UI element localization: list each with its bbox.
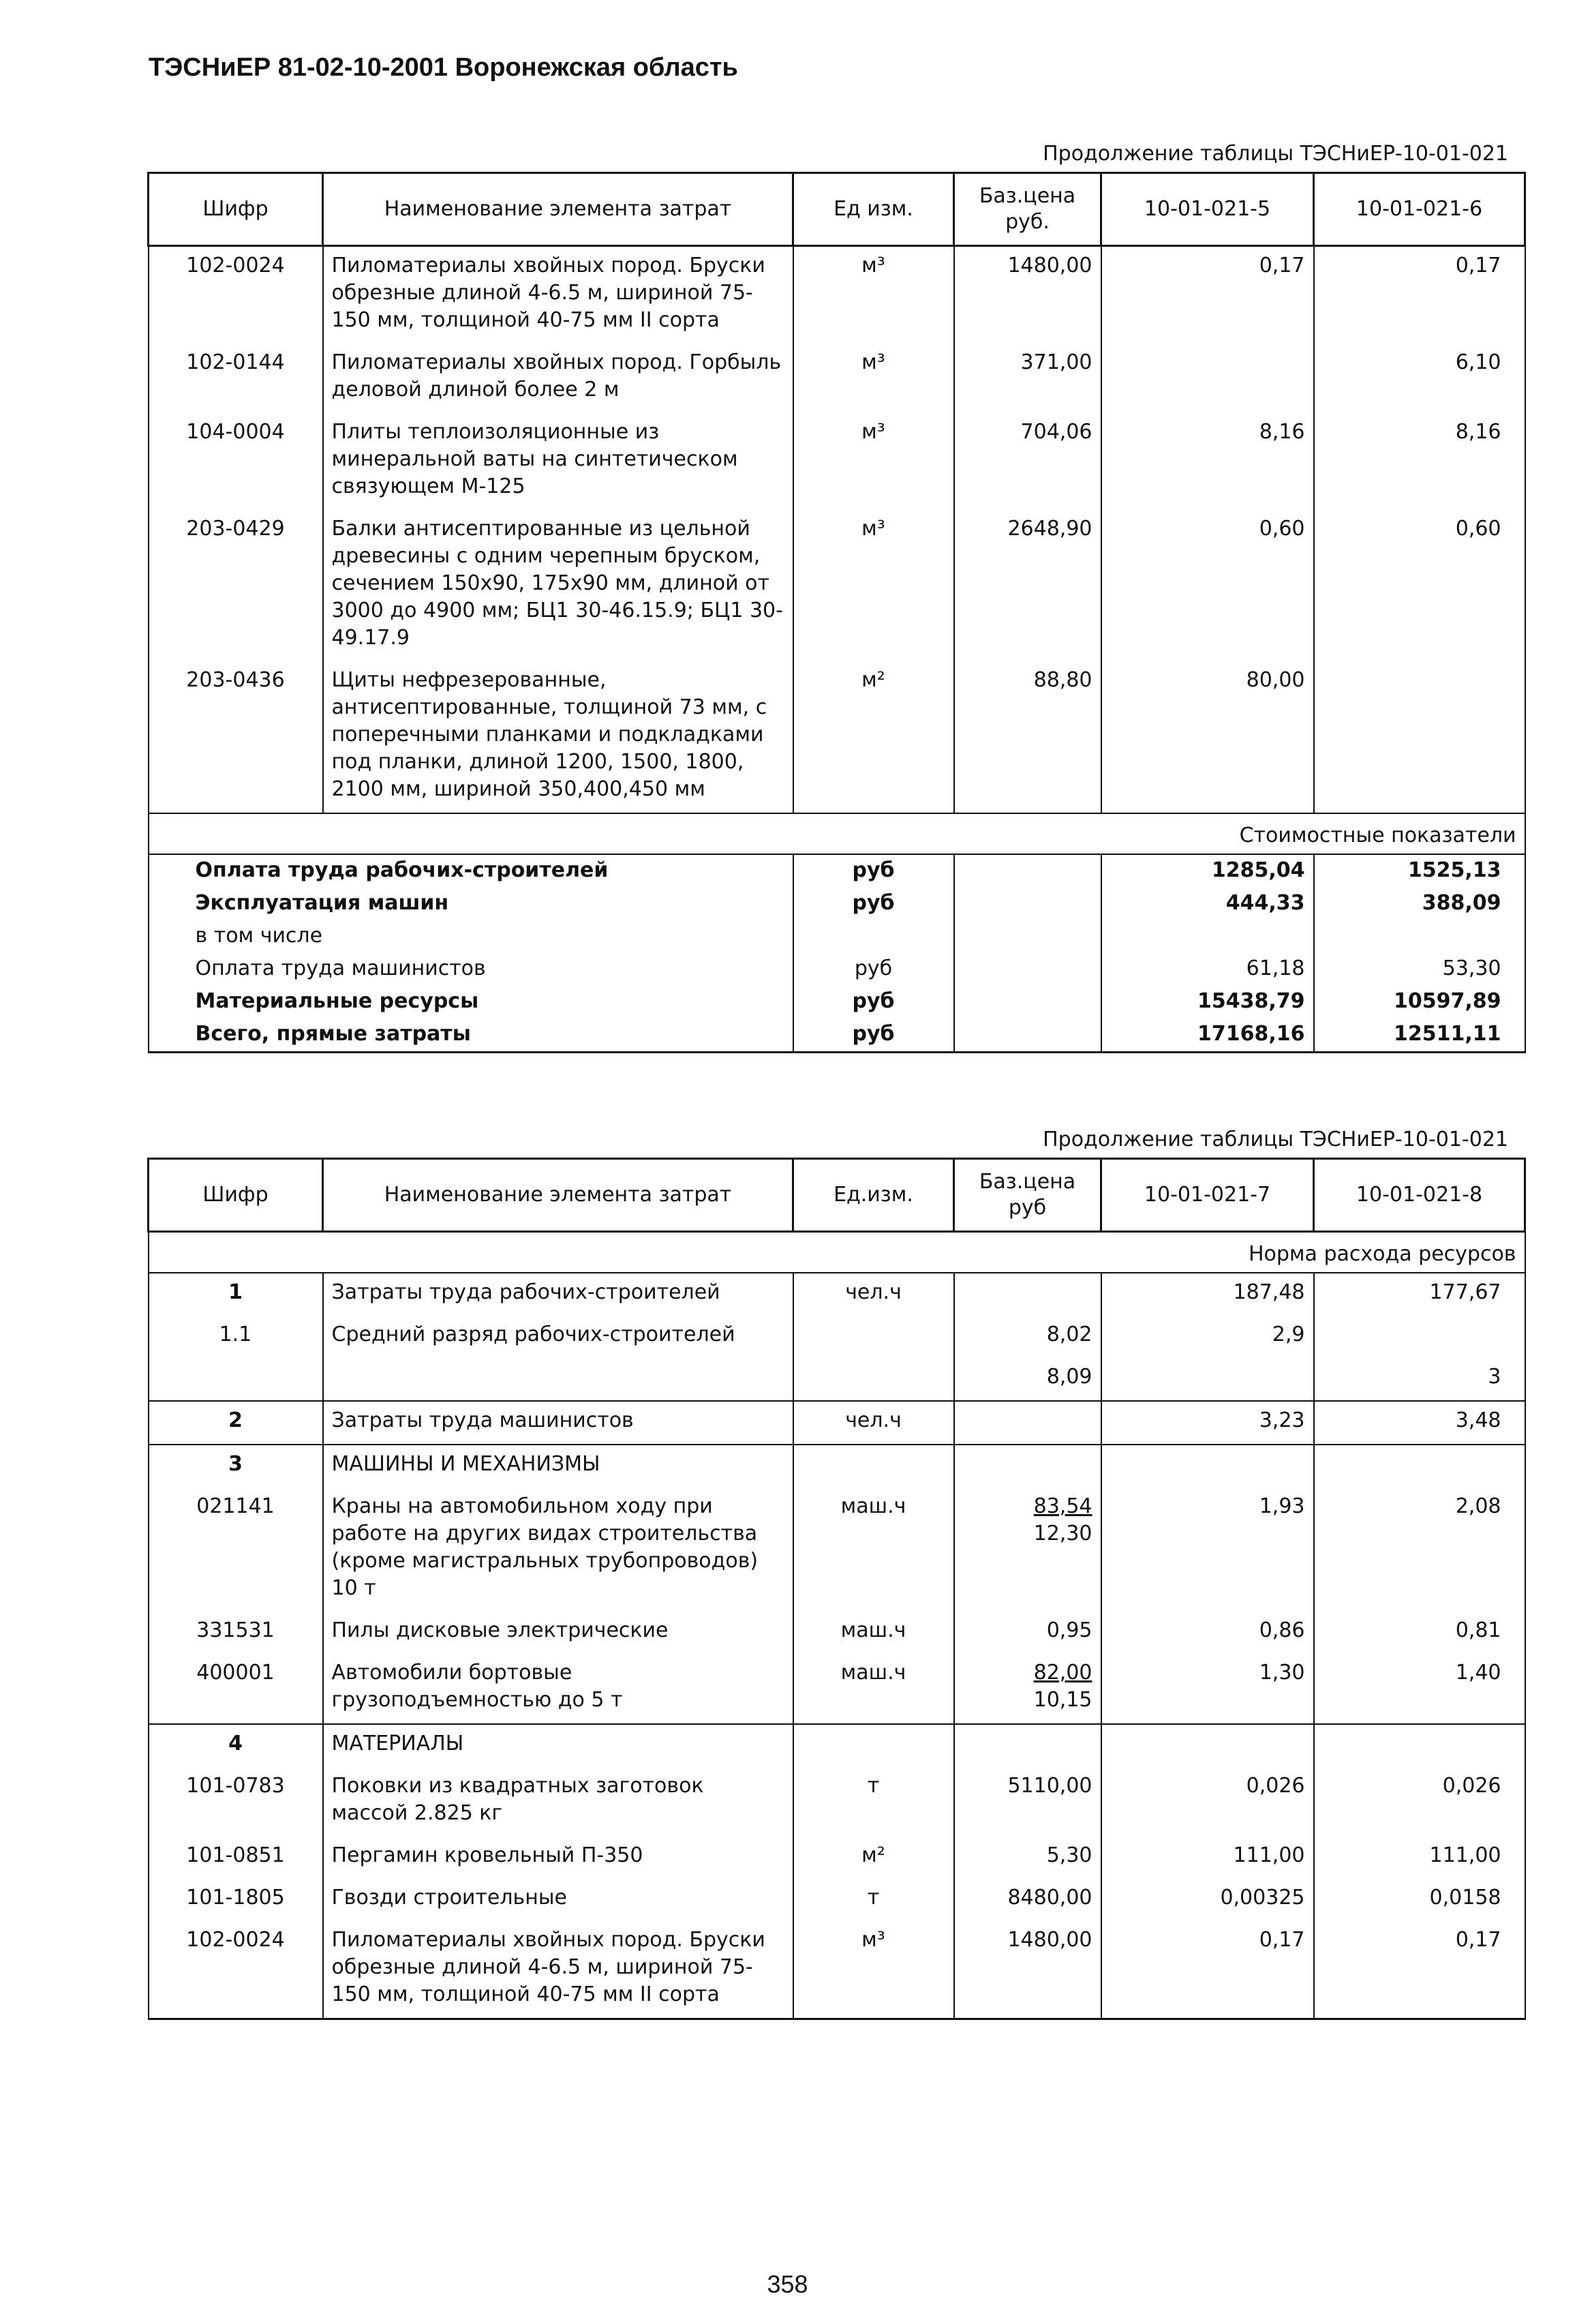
- table-row: [149, 661, 1525, 813]
- summary-price: [954, 888, 1101, 920]
- row-name: Пиломатериалы хвойных пород. Бруски обрезные длиной 4-6.5 м, шириной 75-150 мм, толщиной 40-75 мм II сорта: [323, 1921, 793, 2019]
- row-unit: маш.ч: [793, 1488, 954, 1612]
- row-price: [954, 1724, 1101, 1767]
- row-value-5: [1101, 344, 1314, 413]
- row-name: Пилы дисковые электрические: [323, 1612, 793, 1654]
- table-row: [149, 246, 1525, 344]
- row-name: Автомобили бортовые грузоподъемностью до 5 т: [323, 1654, 793, 1724]
- row-value-8: [1314, 1724, 1525, 1767]
- row-value-8: 0,17: [1314, 1921, 1525, 2019]
- row-code: 1: [149, 1273, 323, 1316]
- table-row: [149, 510, 1525, 661]
- row-value-5: 0,17: [1101, 246, 1314, 344]
- row-value-5: 80,00: [1101, 661, 1314, 813]
- summary-value-5: [1101, 920, 1314, 953]
- summary-unit: руб: [793, 1018, 954, 1053]
- row-unit: м³: [793, 510, 954, 661]
- section-band: [149, 1232, 1525, 1273]
- table-row: [149, 413, 1525, 510]
- row-name: Гвозди строительные: [323, 1879, 793, 1921]
- row-price: 88,80: [954, 661, 1101, 813]
- row-value-5: 0,60: [1101, 510, 1314, 661]
- table-row: [149, 1767, 1525, 1837]
- summary-row: [149, 1018, 1525, 1053]
- summary-price: [954, 1018, 1101, 1053]
- summary-label: Эксплуатация машин: [149, 888, 793, 920]
- price-primary: 83,54: [1033, 1494, 1092, 1518]
- summary-price: [954, 854, 1101, 888]
- table1-caption: Продолжение таблицы ТЭСНиЕР-10-01-021: [1043, 142, 1508, 166]
- page-number: 358: [767, 2270, 808, 2298]
- row-code: 203-0436: [149, 661, 323, 813]
- row-value-7: 0,026: [1101, 1767, 1314, 1837]
- row-name: Пиломатериалы хвойных пород. Бруски обрезные длиной 4-6.5 м, шириной 75-150 мм, толщиной 40-75 мм II сорта: [323, 246, 793, 344]
- row-price: 1480,00: [954, 1921, 1101, 2019]
- table-row: [149, 1837, 1525, 1879]
- price-secondary: 10,15: [1033, 1688, 1092, 1712]
- row-price: 371,00: [954, 344, 1101, 413]
- row-unit: м²: [793, 1837, 954, 1879]
- table-row: [149, 1401, 1525, 1445]
- row-value-6: 8,16: [1314, 413, 1525, 510]
- row-price: 1480,00: [954, 246, 1101, 344]
- summary-row: [149, 854, 1525, 888]
- row-value-7: [1101, 1445, 1314, 1488]
- row-code: 3: [149, 1445, 323, 1488]
- table-row: [149, 344, 1525, 413]
- col-header-price: Баз.цена руб.: [954, 173, 1101, 246]
- row-code: 203-0429: [149, 510, 323, 661]
- col-header-name: Наименование элемента затрат: [323, 173, 793, 246]
- row-unit: маш.ч: [793, 1654, 954, 1724]
- row-value-7: 3,23: [1101, 1401, 1314, 1445]
- row-value-7: 187,48: [1101, 1273, 1314, 1316]
- row-value-7: 0,86: [1101, 1612, 1314, 1654]
- row-value-8: 0,81: [1314, 1612, 1525, 1654]
- row-value-8: 2,08: [1314, 1488, 1525, 1612]
- row-value-6: [1314, 661, 1525, 813]
- row-name: Пергамин кровельный П-350: [323, 1837, 793, 1879]
- cost-table-1: [147, 172, 1526, 1053]
- row-unit: м²: [793, 661, 954, 813]
- row-code: 400001: [149, 1654, 323, 1724]
- row-unit: м³: [793, 344, 954, 413]
- summary-label: в том числе: [149, 920, 793, 953]
- row-price: [954, 1654, 1101, 1724]
- table-row: [149, 1724, 1525, 1767]
- row-name: Балки антисептированные из цельной древесины с одним черепным бруском, сечением 150х90, 175х90 мм, длиной от 3000 до 4900 мм; БЦ1 30-46.15.9; БЦ1 30-49.17.9: [323, 510, 793, 661]
- row-code: 101-0783: [149, 1767, 323, 1837]
- row-code: 331531: [149, 1612, 323, 1654]
- summary-value-6: 1525,13: [1314, 854, 1525, 888]
- summary-unit: руб: [793, 854, 954, 888]
- summary-row: [149, 888, 1525, 920]
- price-primary: 82,00: [1033, 1661, 1092, 1685]
- summary-value-5: 61,18: [1101, 953, 1314, 986]
- row-value-7: 1,93: [1101, 1488, 1314, 1612]
- col-header-price: Баз.цена руб: [954, 1159, 1101, 1232]
- summary-value-5: 17168,16: [1101, 1018, 1314, 1053]
- table-row: [149, 1445, 1525, 1488]
- row-unit: т: [793, 1767, 954, 1837]
- row-unit: м³: [793, 413, 954, 510]
- summary-value-6: 10597,89: [1314, 986, 1525, 1018]
- row-price: [954, 1273, 1101, 1316]
- summary-value-6: [1314, 920, 1525, 953]
- row-price: 2648,90: [954, 510, 1101, 661]
- row-price: 0,95: [954, 1612, 1101, 1654]
- table-row: [149, 1358, 1525, 1401]
- summary-label: Оплата труда машинистов: [149, 953, 793, 986]
- summary-unit: [793, 920, 954, 953]
- row-code: 102-0144: [149, 344, 323, 413]
- row-value-5: 8,16: [1101, 413, 1314, 510]
- row-value-8: [1314, 1316, 1525, 1358]
- summary-unit: руб: [793, 986, 954, 1018]
- row-value-6: 0,17: [1314, 246, 1525, 344]
- summary-value-6: 53,30: [1314, 953, 1525, 986]
- row-value-7: 0,00325: [1101, 1879, 1314, 1921]
- row-unit: чел.ч: [793, 1273, 954, 1316]
- row-unit: м³: [793, 246, 954, 344]
- table-row: [149, 1921, 1525, 2019]
- row-name: Затраты труда рабочих-строителей: [323, 1273, 793, 1316]
- row-unit: [793, 1316, 954, 1358]
- row-name: Плиты теплоизоляционные из минеральной ваты на синтетическом связующем М-125: [323, 413, 793, 510]
- summary-value-5: 444,33: [1101, 888, 1314, 920]
- row-value-8: 177,67: [1314, 1273, 1525, 1316]
- summary-row: [149, 920, 1525, 953]
- col-header-unit: Ед.изм.: [793, 1159, 954, 1232]
- row-code: 101-0851: [149, 1837, 323, 1879]
- row-name: [323, 1358, 793, 1401]
- summary-row: [149, 953, 1525, 986]
- col-header-10-01-021-8: 10-01-021-8: [1314, 1159, 1525, 1232]
- cost-table-2: [147, 1158, 1526, 2020]
- row-code: [149, 1358, 323, 1401]
- row-price: 5,30: [954, 1837, 1101, 1879]
- row-unit: [793, 1724, 954, 1767]
- col-header-10-01-021-6: 10-01-021-6: [1314, 173, 1525, 246]
- row-name: МАШИНЫ И МЕХАНИЗМЫ: [323, 1445, 793, 1488]
- table-row: [149, 1879, 1525, 1921]
- table-row: [149, 1316, 1525, 1358]
- row-unit: маш.ч: [793, 1612, 954, 1654]
- row-value-8: 3: [1314, 1358, 1525, 1401]
- row-price: [954, 1445, 1101, 1488]
- row-code: 102-0024: [149, 1921, 323, 2019]
- row-value-8: 1,40: [1314, 1654, 1525, 1724]
- band-label: Стоимостные показатели: [149, 813, 1525, 854]
- band-label: Норма расхода ресурсов: [149, 1232, 1525, 1273]
- summary-value-6: 388,09: [1314, 888, 1525, 920]
- row-price: 704,06: [954, 413, 1101, 510]
- row-code: 102-0024: [149, 246, 323, 344]
- summary-value-6: 12511,11: [1314, 1018, 1525, 1053]
- row-value-7: [1101, 1724, 1314, 1767]
- row-price: 5110,00: [954, 1767, 1101, 1837]
- table-row: [149, 1273, 1525, 1316]
- row-value-7: 0,17: [1101, 1921, 1314, 2019]
- row-unit: [793, 1445, 954, 1488]
- row-value-8: 0,0158: [1314, 1879, 1525, 1921]
- row-value-8: 0,026: [1314, 1767, 1525, 1837]
- section-band: [149, 813, 1525, 854]
- row-unit: [793, 1358, 954, 1401]
- col-header-code: Шифр: [149, 1159, 323, 1232]
- row-value-7: 2,9: [1101, 1316, 1314, 1358]
- row-value-8: [1314, 1445, 1525, 1488]
- col-header-code: Шифр: [149, 173, 323, 246]
- table2-caption: Продолжение таблицы ТЭСНиЕР-10-01-021: [1043, 1128, 1508, 1151]
- price-secondary: 12,30: [1033, 1522, 1092, 1545]
- summary-price: [954, 986, 1101, 1018]
- row-code: 021141: [149, 1488, 323, 1612]
- summary-unit: руб: [793, 953, 954, 986]
- row-price: 8,02: [954, 1316, 1101, 1358]
- row-code: 104-0004: [149, 413, 323, 510]
- summary-price: [954, 920, 1101, 953]
- row-name: Пиломатериалы хвойных пород. Горбыль деловой длиной более 2 м: [323, 344, 793, 413]
- row-value-7: [1101, 1358, 1314, 1401]
- summary-price: [954, 953, 1101, 986]
- table-row: [149, 1612, 1525, 1654]
- table-row: [149, 1654, 1525, 1724]
- row-value-8: 111,00: [1314, 1837, 1525, 1879]
- row-name: Краны на автомобильном ходу при работе на других видах строительства (кроме магистральных трубопроводов) 10 т: [323, 1488, 793, 1612]
- summary-value-5: 15438,79: [1101, 986, 1314, 1018]
- row-name: Щиты нефрезерованные, антисептированные, толщиной 73 мм, с поперечными планками и подкладками под планки, длиной 1200, 1500, 1800, 2100 мм, шириной 350,400,450 мм: [323, 661, 793, 813]
- col-header-10-01-021-5: 10-01-021-5: [1101, 173, 1314, 246]
- row-price: [954, 1488, 1101, 1612]
- row-name: МАТЕРИАЛЫ: [323, 1724, 793, 1767]
- row-value-7: 111,00: [1101, 1837, 1314, 1879]
- row-code: 1.1: [149, 1316, 323, 1358]
- row-unit: чел.ч: [793, 1401, 954, 1445]
- summary-label: Материальные ресурсы: [149, 986, 793, 1018]
- summary-label: Оплата труда рабочих-строителей: [149, 854, 793, 888]
- summary-row: [149, 986, 1525, 1018]
- summary-value-5: 1285,04: [1101, 854, 1314, 888]
- row-name: Затраты труда машинистов: [323, 1401, 793, 1445]
- row-code: 2: [149, 1401, 323, 1445]
- row-unit: т: [793, 1879, 954, 1921]
- row-code: 101-1805: [149, 1879, 323, 1921]
- row-value-8: 3,48: [1314, 1401, 1525, 1445]
- col-header-name: Наименование элемента затрат: [323, 1159, 793, 1232]
- summary-unit: руб: [793, 888, 954, 920]
- row-price: 8,09: [954, 1358, 1101, 1401]
- col-header-unit: Ед изм.: [793, 173, 954, 246]
- row-code: 4: [149, 1724, 323, 1767]
- row-name: Средний разряд рабочих-строителей: [323, 1316, 793, 1358]
- col-header-10-01-021-7: 10-01-021-7: [1101, 1159, 1314, 1232]
- row-unit: м³: [793, 1921, 954, 2019]
- row-price: [954, 1401, 1101, 1445]
- row-name: Поковки из квадратных заготовок массой 2.825 кг: [323, 1767, 793, 1837]
- row-value-6: 0,60: [1314, 510, 1525, 661]
- table-row: [149, 1488, 1525, 1612]
- summary-label: Всего, прямые затраты: [149, 1018, 793, 1053]
- page-header-title: ТЭСНиЕР 81-02-10-2001 Воронежская область: [149, 53, 738, 82]
- row-value-6: 6,10: [1314, 344, 1525, 413]
- row-price: 8480,00: [954, 1879, 1101, 1921]
- row-value-7: 1,30: [1101, 1654, 1314, 1724]
